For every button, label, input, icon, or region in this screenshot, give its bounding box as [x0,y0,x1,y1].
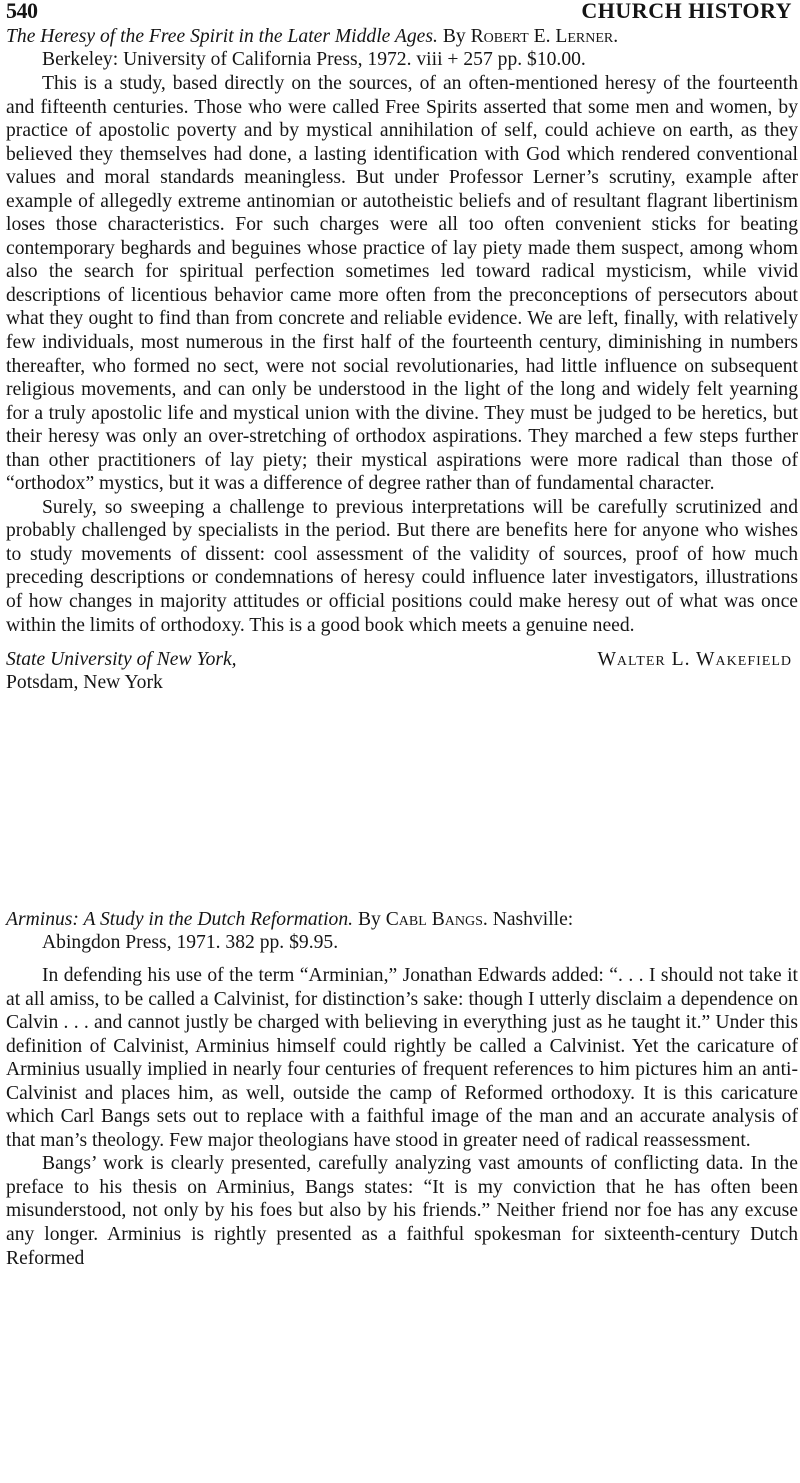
review-heresy-free-spirit [6,25,798,696]
review-paragraph: In defending his use of the term “Arminian,” Jonathan Edwards added: “. . . I should not take it at all amiss, to be called a Calvinist, for distinction’s sake: though I utterly disclaim a dependence on Calvin . . . and cannot justly be charged with believing in everything just as he taught it.” Under this definition of Calvinist, Arminius himself could rightly be called a Calvinist. Yet the caricature of Arminius usually implied in nearly four centuries of frequent references to him pictures him an anti-Calvinist and places him, as well, outside the camp of Reformed orthodoxy. It is this caricature which Carl Bangs sets out to replace with a faithful image of the man and an accurate analysis of that man’s theology. Few major theologians have stood in greater need of radical reassessment. [6,965,798,1151]
book-citation [6,25,798,71]
reviewer-location: Potsdam, New York [6,672,163,694]
page-header [6,0,792,28]
book-author: Cabl Bangs. [385,909,488,930]
review-paragraph: Bangs’ work is clearly presented, carefully analyzing vast amounts of conflicting data. In the preface to his thesis on Arminius, Bangs states: “It is my conviction that he has often been misunderstood, not only by his foes but also by his friends.” Neither friend nor foe has any excuse any longer. Arminius is rightly presented as a faithful spokesman for sixteenth-century Dutch Reformed [6,1153,798,1269]
review-arminius [6,908,798,1270]
reviewer-name: Walter L. Wakefield [597,649,792,671]
page-number: 540 [6,0,38,23]
publication-info: Berkeley: University of California Press, 1972. viii + 257 pp. $10.00. [42,49,586,70]
book-citation [6,908,798,954]
book-title: Arminus: A Study in the Dutch Reformation. [6,909,354,930]
reviewer-signature [6,648,798,696]
by-word: By [357,909,381,930]
review-paragraph: This is a study, based directly on the sources, of an often-mentioned heresy of the fourteenth and fifteenth centuries. Those who were called Free Spirits asserted that some men and women, by practice of apostolic poverty and by mystical annihilation of self, could achieve on earth, as they believed they themselves had done, a lasting identification with God which rendered conventional values and moral standards meaningless. But under Professor Lerner’s scrutiny, example after example of allegedly extreme antinomian or autotheistic beliefs and of resultant flagrant libertinism loses those characteristics. For such charges were all too often convenient sticks for beating contemporary beghards and beguines whose practice of lay piety made them suspect, among whom also the search for spiritual perfection sometimes led toward radical mysticism, while vivid descriptions of licentious behavior came more often from the preconceptions of persecutors about what they ought to find than from concrete and reliable evidence. We are left, finally, with relatively few individuals, most numerous in the first half of the fourteenth century, diminishing in numbers thereafter, who formed no sect, were not social revolutionaries, had little influence on subsequent religious movements, and can only be understood in the light of the long and widely felt yearning for a truly apostolic life and mystical union with the divine. They must be judged to be heretics, but their heresy was only an over-stretching of orthodox aspirations. They marched a few steps further than other practitioners of lay piety; their mystical aspirations were more radical than those of “orthodox” mystics, but it was a difference of degree rather than of fundamental character. [6,73,798,495]
by-word: By [442,26,466,47]
review-paragraph: Surely, so sweeping a challenge to previous interpretations will be carefully scrutinized and probably challenged by specialists in the period. But there are benefits here for anyone who wishes to study movements of dissent: cool assessment of the validity of sources, proof of how much preceding descriptions or condemnations of heresy could influence later investigators, illustrations of how changes in majority attitudes or official positions could make heresy out of what was once within the limits of orthodoxy. This is a good book which meets a genuine need. [6,496,798,636]
publication-info: Abingdon Press, 1971. 382 pp. $9.95. [42,932,339,953]
journal-name: CHURCH HISTORY [581,0,792,23]
publication-place: Nashville: [492,909,574,930]
reviewer-institution: State University of New York, [6,649,237,671]
book-author: Robert E. Lerner. [470,26,619,47]
book-title: The Heresy of the Free Spirit in the Later Middle Ages. [6,26,438,47]
